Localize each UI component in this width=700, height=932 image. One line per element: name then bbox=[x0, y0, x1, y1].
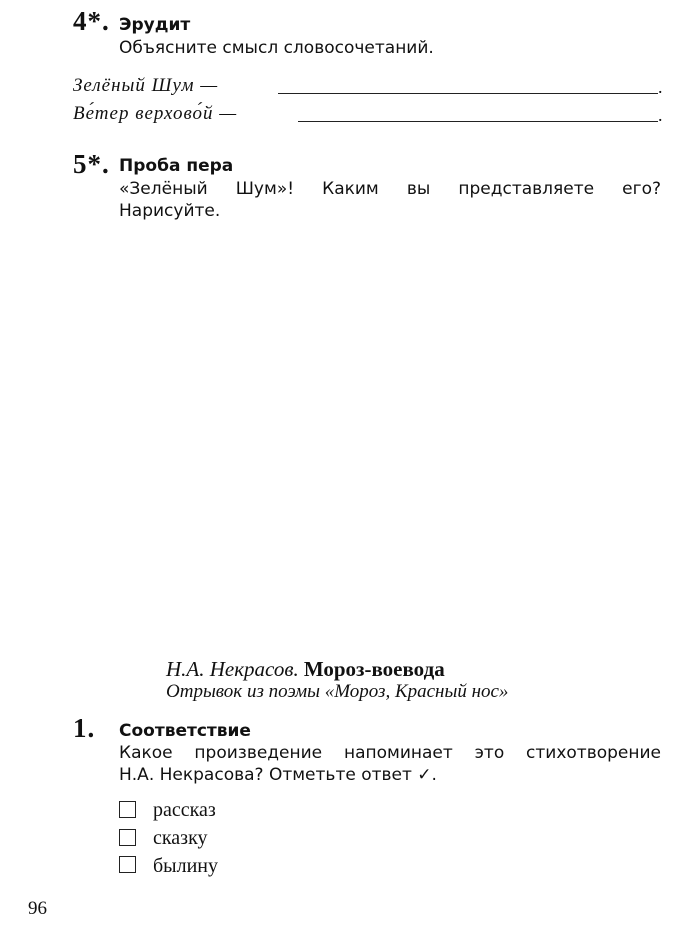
checkbox-skazku[interactable] bbox=[119, 829, 136, 846]
answer-line-veter-verkhovoy[interactable] bbox=[298, 121, 658, 122]
task1-title: Соответствие bbox=[119, 721, 251, 741]
task1-question: Какое произведение напоминает это стихотворение bbox=[119, 743, 661, 763]
section-subtitle: Отрывок из поэмы «Мороз, Красный нос» bbox=[166, 681, 509, 702]
task4-number: 4*. bbox=[73, 6, 110, 36]
phrase-zeleny-shum: Зелёный Шум — bbox=[73, 75, 219, 96]
page-number: 96 bbox=[28, 898, 47, 919]
checkbox-rasskaz[interactable] bbox=[119, 801, 136, 818]
checkbox-bylinu[interactable] bbox=[119, 856, 136, 873]
answer-line-end: . bbox=[658, 77, 663, 97]
task5-instruction: Нарисуйте. bbox=[119, 201, 221, 221]
task4-title: Эрудит bbox=[119, 15, 191, 35]
option-label-bylinu: былину bbox=[153, 855, 218, 877]
phrase-veter-verkhovoy: Ве́тер верхово́й — bbox=[73, 103, 238, 124]
section-title: Мороз-воевода bbox=[303, 657, 445, 681]
option-label-rasskaz: рассказ bbox=[153, 799, 216, 821]
task1-number: 1. bbox=[73, 713, 96, 743]
task1-instruction: Н.А. Некрасова? Отметьте ответ ✓. bbox=[119, 765, 437, 785]
task5-title: Проба пера bbox=[119, 156, 234, 176]
answer-line-zeleny-shum[interactable] bbox=[278, 93, 658, 94]
drawing-area[interactable] bbox=[73, 230, 663, 640]
answer-line-end: . bbox=[658, 105, 663, 125]
task4-instruction: Объясните смысл словосочетаний. bbox=[119, 38, 434, 58]
task5-question: «Зелёный Шум»! Каким вы представляете его? bbox=[119, 179, 661, 199]
section-author: Н.А. Некрасов. bbox=[166, 657, 299, 681]
option-label-skazku: сказку bbox=[153, 827, 208, 849]
section-heading bbox=[166, 657, 445, 682]
task5-number: 5*. bbox=[73, 149, 110, 179]
